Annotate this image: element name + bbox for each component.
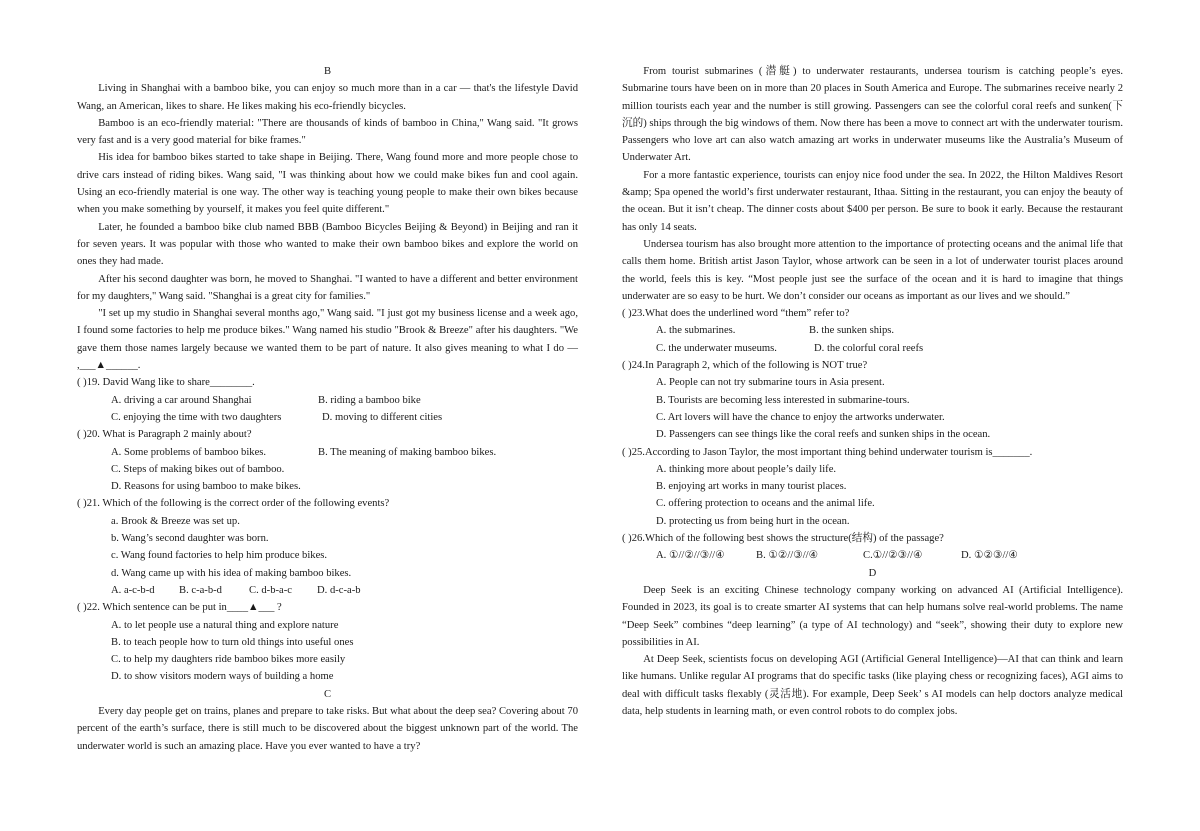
q19-options-row-2 [77,409,578,426]
q25-option-a: A. thinking more about people’s daily life. [656,463,837,475]
q22-option-b: B. to teach people how to turn old things into useful ones [111,636,354,648]
b-paragraph-4: Later, he founded a bamboo bike club named BBB (Bamboo Bicycles Beijing & Beyond) in Beijing and ran it for seven years. It was popular with those who wanted to make their own bamboo bikes and explore the world on ones they had made. [77,221,578,268]
q23-option-a: A. the submarines. [656,325,736,337]
q26-option-b: B. ①②//③//④ [756,550,819,562]
q25-option-b: B. enjoying art works in many tourist places. [656,481,847,493]
question-22: ( )22. Which sentence can be put in____▲___ ? [77,602,282,614]
c-paragraph-4: Undersea tourism has also brought more attention to the importance of protecting oceans and the animal life that calls them home. British artist Jason Taylor, whose artwork can be seen in a lot of underwater tourist places around the world, feels this is key. “Most people just see the surface of the ocean and it is hard to imagine that things underwater are so easy to be hurt. We don’t consider our oceans as important as our lives and we should.” [622,238,1123,302]
section-c-heading: C [323,688,332,700]
q21-event-c: c. Wang found factories to help him produce bikes. [111,550,328,562]
q25-option-d: D. protecting us from being hurt in the ocean. [656,515,850,527]
b-paragraph-3: His idea for bamboo bikes started to take shape in Beijing. There, Wang found more and more people chose to drive cars instead of riding bikes. Wang said, "I was thinking about how we could make bikes fun and cool again. Using an eco-friendly material is one way. The other way is teaching young people to make their own bikes because when you make something by yourself, it makes you feel quite different." [77,152,578,216]
b-paragraph-1: Living in Shanghai with a bamboo bike, you can enjoy so much more than in a car — that's the lifestyle David Wang, an American, likes to share. He likes making his eco-friendly bicycles. [77,83,578,112]
q23-option-c: C. the underwater museums. [656,342,777,354]
q19-option-a: A. driving a car around Shanghai [111,394,252,406]
question-21: ( )21. Which of the following is the correct order of the following events? [77,498,390,510]
q19-option-c: C. enjoying the time with two daughters [111,411,282,423]
q20-option-a: A. Some problems of bamboo bikes. [111,446,267,458]
right-column [622,63,1123,720]
q21-option-a: A. a-c-b-d [111,584,155,596]
left-column [77,63,578,755]
q23-options-row-1 [622,322,1123,339]
q23-option-d: D. the colorful coral reefs [814,342,924,354]
q20-option-b: B. The meaning of making bamboo bikes. [318,446,497,458]
question-20: ( )20. What is Paragraph 2 mainly about? [77,429,252,441]
q21-option-d: D. d-c-a-b [317,584,361,596]
q26-option-d: D. ①②③//④ [961,550,1018,562]
d-paragraph-2: At Deep Seek, scientists focus on developing AGI (Artificial General Intelligence)—AI that can think and learn like humans. Unlike regular AI programs that do specific tasks (like playing chess or recognizing faces), AGI aims to deal with difficult tasks flexably (灵活地). For example, Deep Seek’ s AI models can help doctors analyze medical data, help students in learning math, or even control robots to do complex jobs. [622,654,1123,717]
q21-option-b: B. c-a-b-d [179,584,222,596]
section-b-heading: B [323,66,332,77]
q23-options-row-2 [622,340,1123,357]
q19-option-d: D. moving to different cities [322,411,443,423]
question-26: ( )26.Which of the following best shows the structure(结构) of the passage? [622,533,944,545]
q24-option-d: D. Passengers can see things like the coral reefs and sunken ships in the ocean. [656,429,991,441]
question-23: ( )23.What does the underlined word “them” refer to? [622,308,850,320]
q21-option-c: C. d-b-a-c [249,584,292,596]
c-paragraph-1: Every day people get on trains, planes and prepare to take risks. But what about the deep sea? Covering about 70 percent of the earth’s surface, there is still much to be discovered about the biggest unknown part of the world. The underwater world is such an amazing place. Have you ever wanted to have a try? [77,705,578,752]
d-paragraph-1: Deep Seek is an exciting Chinese technology company working on advanced AI (Artificial Intelligence). Founded in 2023, its goal is to create smarter AI systems that can help humans solve real-world problems. The name “Deep Seek” combines “deep learning” (a type of AI technology) and “seek”, showing their duty to explore new possibilities in AI. [622,584,1123,648]
q20-options-row-1 [77,444,578,461]
q21-options-row [77,582,578,599]
b-paragraph-2: Bamboo is an eco-friendly material: "There are thousands of kinds of bamboo in China," Wang said. "It grows very fast and is a very good material for bike frames." [77,117,578,147]
q24-option-b: B. Tourists are becoming less interested in submarine-tours. [656,394,910,406]
question-25: ( )25.According to Jason Taylor, the most important thing behind underwater tourism is_______. [622,446,1033,458]
q21-event-d: d. Wang came up with his idea of making bamboo bikes. [111,567,352,579]
q20-option-c: C. Steps of making bikes out of bamboo. [111,463,285,475]
q19-option-b: B. riding a bamboo bike [318,394,421,406]
q22-option-a: A. to let people use a natural thing and explore nature [111,619,339,631]
c-paragraph-3: For a more fantastic experience, tourists can enjoy nice food under the sea. In 2022, the Hilton Maldives Resort &amp; Spa opened the world’s first underwater restaurant, Ithaa. Sitting in the restaurant, you can enjoy the beauty of the ocean. But it isn’t cheap. The dinner costs about $400 per person. Be sure to book it early. Because the restaurant has only 14 seats. [622,169,1123,233]
q25-option-c: C. offering protection to oceans and the animal life. [656,498,875,510]
b-paragraph-6: "I set up my studio in Shanghai several months ago," Wang said. "I just got my business license and a week ago, I found some factories to help me produce bikes." Wang named his studio "Brook & Breeze" after his daughters. "We gave them those names largely because we wanted them to be part of nature. It also gives meaning to what I do — ,___▲______. [77,308,578,372]
q21-event-b: b. Wang’s second daughter was born. [111,533,269,545]
q24-option-a: A. People can not try submarine tours in Asia present. [656,377,885,389]
q26-options-row [622,547,1123,564]
section-d-heading: D [868,567,877,579]
q21-event-a: a. Brook & Breeze was set up. [111,515,240,527]
q20-option-d: D. Reasons for using bamboo to make bikes. [111,481,301,493]
q22-option-d: D. to show visitors modern ways of building a home [111,671,334,683]
c-paragraph-2: From tourist submarines (潜艇) to underwater restaurants, undersea tourism is catching people’s eyes. Submarine tours have been on in more than 20 places in South America and Europe. The submarines receive nearly 2 million tourists each year and the number is still growing. Passengers can see the colorful coral reefs and sunken(下沉的) ships through the big windows of them. Now there has been a move to connect art with the underwater tourism. Passengers who love art can also watch amazing art works in underwater museums like the Australia’s Museum of Underwater Art. [622,66,1123,164]
q23-option-b: B. the sunken ships. [809,325,895,337]
question-19: ( )19. David Wang like to share________. [77,377,255,389]
q22-option-c: C. to help my daughters ride bamboo bikes more easily [111,654,346,666]
question-24: ( )24.In Paragraph 2, which of the following is NOT true? [622,360,868,372]
b-paragraph-5: After his second daughter was born, he moved to Shanghai. "I wanted to have a different and better environment for my daughters," Wang said. "Shanghai is a great city for families." [77,273,578,302]
q19-options-row-1 [77,392,578,409]
q26-option-c: C.①//②③//④ [863,550,923,562]
q24-option-c: C. Art lovers will have the chance to enjoy the artworks underwater. [656,411,945,423]
q26-option-a: A. ①//②//③//④ [656,550,725,562]
